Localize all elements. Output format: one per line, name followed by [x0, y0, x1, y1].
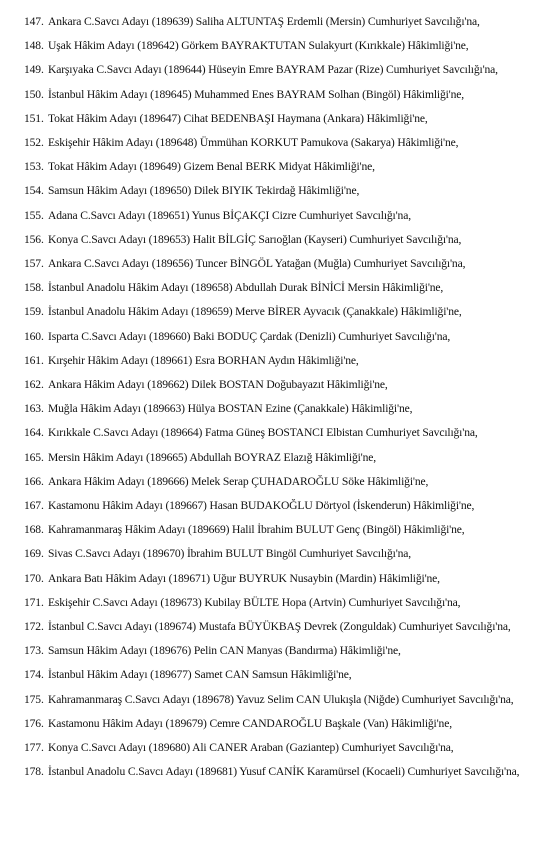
item-text: Tokat Hâkim Adayı (189647) Cihat BEDENBAŞI Haymana (Ankara) Hâkimliği'ne, [48, 111, 428, 125]
list-item [24, 204, 544, 228]
item-number: 153. [24, 160, 44, 174]
item-number: 156. [24, 232, 44, 246]
item-text: Isparta C.Savcı Adayı (189660) Baki BODUÇ Çardak (Denizli) Cumhuriyet Savcılığı'na, [48, 329, 451, 343]
item-text: Eskişehir Hâkim Adayı (189648) Ümmühan KORKUT Pamukova (Sakarya) Hâkimliği'ne, [48, 136, 459, 150]
item-number: 167. [24, 499, 44, 513]
item-text: Tokat Hâkim Adayı (189649) Gizem Benal BERK Midyat Hâkimliği'ne, [48, 160, 375, 174]
list-item [24, 736, 544, 760]
item-number: 163. [24, 402, 44, 416]
item-number: 152. [24, 136, 44, 150]
list-item [24, 325, 544, 349]
list-item [24, 34, 544, 58]
item-number: 177. [24, 741, 44, 755]
list-item [24, 58, 544, 82]
list-item [24, 10, 544, 34]
item-text: Sivas C.Savcı Adayı (189670) İbrahim BULUT Bingöl Cumhuriyet Savcılığı'na, [48, 547, 412, 561]
item-number: 160. [24, 329, 44, 343]
list-item [24, 518, 544, 542]
list-item [24, 688, 544, 712]
item-number: 174. [24, 668, 44, 682]
item-number: 149. [24, 63, 44, 77]
item-text: İstanbul Hâkim Adayı (189645) Muhammed Enes BAYRAM Solhan (Bingöl) Hâkimliği'ne, [48, 87, 465, 101]
item-text: Ankara Batı Hâkim Adayı (189671) Uğur BUYRUK Nusaybin (Mardin) Hâkimliği'ne, [48, 571, 440, 585]
item-text: Adana C.Savcı Adayı (189651) Yunus BİÇAKÇI Cizre Cumhuriyet Savcılığı'na, [48, 208, 411, 222]
list-item [24, 228, 544, 252]
list-item [24, 712, 544, 736]
item-text: Muğla Hâkim Adayı (189663) Hülya BOSTAN Ezine (Çanakkale) Hâkimliği'ne, [48, 402, 413, 416]
item-number: 154. [24, 184, 44, 198]
item-number: 148. [24, 39, 44, 53]
item-number: 157. [24, 257, 44, 271]
item-number: 162. [24, 378, 44, 392]
item-number: 170. [24, 571, 44, 585]
list-item [24, 349, 544, 373]
list-item [24, 591, 544, 615]
item-number: 164. [24, 426, 44, 440]
item-number: 161. [24, 353, 44, 367]
list-item [24, 83, 544, 107]
list-item [24, 179, 544, 203]
item-text: Uşak Hâkim Adayı (189642) Görkem BAYRAKTUTAN Sulakyurt (Kırıkkale) Hâkimliği'ne, [48, 39, 469, 53]
list-item [24, 155, 544, 179]
list-item [24, 542, 544, 566]
item-text: Konya C.Savcı Adayı (189653) Halit BİLGİÇ Sarıoğlan (Kayseri) Cumhuriyet Savcılığı'na, [48, 232, 462, 246]
list-item [24, 300, 544, 324]
list-item [24, 397, 544, 421]
item-text: Eskişehir C.Savcı Adayı (189673) Kubilay BÜLTE Hopa (Artvin) Cumhuriyet Savcılığı'na, [48, 595, 461, 609]
item-number: 168. [24, 523, 44, 537]
list-item [24, 663, 544, 687]
item-number: 166. [24, 474, 44, 488]
item-number: 175. [24, 692, 44, 706]
list-item [24, 421, 544, 445]
item-number: 151. [24, 111, 44, 125]
item-number: 176. [24, 716, 44, 730]
list-item [24, 567, 544, 591]
item-text: Kahramanmaraş C.Savcı Adayı (189678) Yavuz Selim CAN Ulukışla (Niğde) Cumhuriyet Savcılığı'na, [48, 692, 514, 706]
item-text: Konya C.Savcı Adayı (189680) Ali CANER Araban (Gaziantep) Cumhuriyet Savcılığı'na, [48, 741, 454, 755]
item-number: 147. [24, 15, 44, 28]
item-text: Ankara C.Savcı Adayı (189656) Tuncer BİNGÖL Yatağan (Muğla) Cumhuriyet Savcılığı'na, [48, 257, 466, 271]
item-text: Ankara C.Savcı Adayı (189639) Saliha ALTUNTAŞ Erdemli (Mersin) Cumhuriyet Savcılığı'na, [48, 15, 480, 28]
list-item [24, 494, 544, 518]
list-item [24, 276, 544, 300]
list-item [24, 760, 544, 784]
item-text: Samsun Hâkim Adayı (189676) Pelin CAN Manyas (Bandırma) Hâkimliği'ne, [48, 644, 401, 658]
item-text: Kastamonu Hâkim Adayı (189667) Hasan BUDAKOĞLU Dörtyol (İskenderun) Hâkimliği'ne, [48, 499, 475, 513]
item-text: İstanbul Hâkim Adayı (189677) Samet CAN Samsun Hâkimliği'ne, [48, 668, 352, 682]
item-number: 172. [24, 620, 44, 634]
item-text: İstanbul C.Savcı Adayı (189674) Mustafa BÜYÜKBAŞ Devrek (Zonguldak) Cumhuriyet Savcılığı'na, [48, 620, 511, 634]
item-text: Kahramanmaraş Hâkim Adayı (189669) Halil İbrahim BULUT Genç (Bingöl) Hâkimliği'ne, [48, 523, 465, 537]
item-number: 173. [24, 644, 44, 658]
item-text: Kırşehir Hâkim Adayı (189661) Esra BORHAN Aydın Hâkimliği'ne, [48, 353, 359, 367]
list-item [24, 252, 544, 276]
item-text: Mersin Hâkim Adayı (189665) Abdullah BOYRAZ Elazığ Hâkimliği'ne, [48, 450, 377, 464]
item-text: Samsun Hâkim Adayı (189650) Dilek BIYIK Tekirdağ Hâkimliği'ne, [48, 184, 360, 198]
item-text: Ankara Hâkim Adayı (189666) Melek Serap ÇUHADAROĞLU Söke Hâkimliği'ne, [48, 474, 429, 488]
item-number: 178. [24, 765, 44, 779]
appointment-list [24, 10, 544, 785]
item-text: İstanbul Anadolu Hâkim Adayı (189658) Abdullah Durak BİNİCİ Mersin Hâkimliği'ne, [48, 281, 444, 295]
list-item [24, 107, 544, 131]
list-item [24, 131, 544, 155]
item-number: 169. [24, 547, 44, 561]
item-text: Karşıyaka C.Savcı Adayı (189644) Hüseyin Emre BAYRAM Pazar (Rize) Cumhuriyet Savcılığı'na, [48, 63, 498, 77]
item-number: 155. [24, 208, 44, 222]
item-number: 159. [24, 305, 44, 319]
list-item [24, 470, 544, 494]
item-number: 171. [24, 595, 44, 609]
item-text: İstanbul Anadolu Hâkim Adayı (189659) Merve BİRER Ayvacık (Çanakkale) Hâkimliği'ne, [48, 305, 462, 319]
list-item [24, 373, 544, 397]
list-item [24, 446, 544, 470]
list-item [24, 639, 544, 663]
item-text: Kırıkkale C.Savcı Adayı (189664) Fatma Güneş BOSTANCI Elbistan Cumhuriyet Savcılığı'na, [48, 426, 478, 440]
item-number: 150. [24, 87, 44, 101]
item-number: 165. [24, 450, 44, 464]
item-text: Ankara Hâkim Adayı (189662) Dilek BOSTAN Doğubayazıt Hâkimliği'ne, [48, 378, 388, 392]
item-text: İstanbul Anadolu C.Savcı Adayı (189681) Yusuf CANİK Karamürsel (Kocaeli) Cumhuriyet Savcılığı'na, [48, 765, 520, 779]
item-text: Kastamonu Hâkim Adayı (189679) Cemre CANDAROĞLU Başkale (Van) Hâkimliği'ne, [48, 716, 452, 730]
item-number: 158. [24, 281, 44, 295]
list-item [24, 615, 544, 639]
